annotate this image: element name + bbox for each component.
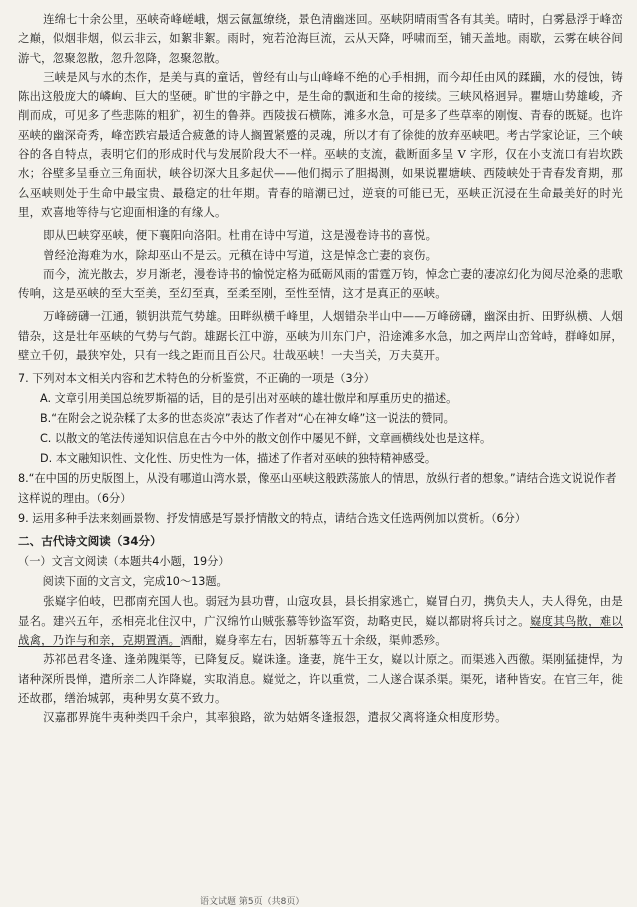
passage-paragraph-6: 万峰磅礴一江通，锁钥洪荒气势雄。田畔纵横千峰里，人烟错杂半山中——万峰磅礴，幽深由折、田野纵横、人烟错杂，这是壮年巫峡的气势与气韵。雄踞长江中游，巫峡为川东门户，沿途滩多水急，加之两岸山峦耸峙，群峰如屏，壁立千仞，最狭窄处，只有一线之距而且百公尺。壮哉巫峡！一夫当关，万夫莫开。 xyxy=(18,309,623,363)
question-7-option-a: A. 文章引用美国总统罗斯福的话，目的是引出对巫峡的雄壮傲岸和厚重历史的描述。 xyxy=(40,392,458,406)
passage-paragraph-1: 连绵七十余公里，巫峡奇峰嵯峨，烟云氤氲缭绕，景色清幽迷回。巫峡阴晴雨雪各有其美。晴时，白雾悬浮于峰峦之巅，似烟非烟，似云非云，如絮非絮。雨时，宛若沧海巨流，云从天降，呼啸而至，铺天盖地。雨歇，云雾在峡谷间游弋，忽聚忽散，忽升忽降，忽聚忽散。 xyxy=(18,12,623,65)
classical-paragraph-2: 苏祁邑君冬逢、逢弟隗渠等，已降复反。嶷诛逢。逢妻，旄牛王女，嶷以计原之。而渠逃入西徼。渠刚猛捷悍，为诸种深所畏惮，遣所亲二人诈降嶷，实取消息。嶷觉之，许以重赏，二人遂合谋杀渠。渠死，诸种皆安。在官三年，徙还故郡，缮治城郭，夷种男女莫不致力。 xyxy=(18,652,623,705)
question-7-stem: 7. 下列对本文相关内容和艺术特色的分析鉴赏，不正确的一项是（3分） xyxy=(18,372,375,386)
page-footer: 语文试题 第5页（共8页） xyxy=(200,897,305,907)
classical-paragraph-3: 汉嘉郡界旄牛夷种类四千余户，其率狼路，欲为姑婿冬逢报怨，遣叔父离将逢众相度形势。 xyxy=(43,710,507,725)
section-title: 二、古代诗文阅读（34分） xyxy=(18,534,162,549)
classical-paragraph-1 xyxy=(18,592,623,650)
question-8-stem: 8.“在中国的历史版图上，从没有哪道山湾水景，像巫山巫峡这般跌荡旅人的情思，放纵行者的想象。”请结合选文说说作者这样说的理由。（6分） xyxy=(18,472,617,506)
question-7-option-b: B.“在附会之说杂糅了太多的世态炎凉”表达了作者对“心在神女峰”这一说法的赞同。 xyxy=(40,412,455,426)
question-9-stem: 9. 运用多种手法来刻画景物、抒发情感是写景抒情散文的特点，请结合选文任选两例加以赏析。（6分） xyxy=(18,512,527,526)
classical-text xyxy=(18,592,623,727)
classical-paragraph-1-text: 张嶷字伯岐，巴郡南充国人也。弱冠为县功曹，山寇攻县，县长捐家逃亡，嶷冒白刃，携负夫人，夫人得免，由是显名。建兴五年，丞相亮北住汉中，广汉绵竹山贼张慕等钞盗军资，劫略吏民，嶷以都尉将兵讨之。嶷度其鸟散，难以战禽，乃诈与和亲，克期置酒。酒酣，嶷身率左右，因斩慕等五十余级，渠帅悉殄。 xyxy=(18,594,623,647)
subsection-title: （一）文言文阅读（本题共4小题，19分） xyxy=(18,555,230,569)
passage-paragraph-4: 曾经沧海难为水，除却巫山不是云。元稹在诗中写道，这是悼念亡妻的哀伤。 xyxy=(43,247,438,262)
passage-paragraph-2: 三峡是风与水的杰作，是美与真的童话，曾经有山与山峰峰不绝的心手相拥，而今却任由风的蹂躏，水的侵蚀，铸陈出这般庞大的嶙峋、巨大的坚硬。旷世的宇静之中，是生命的飘逝和生命的接续。三峡风格迥异。瞿塘山势雄峻，齐削而成，可见多了些悲陈的粗犷，初生的鲁莽。西陵拔石横陈，滩多水急，可是多了些草率的刚愎、青春的既疑。也许巫峡的幽深奇秀，峰峦跌宕最适合疲惫的诗人搁置紧蹙的灵魂，所以才有了徐徙的放弃巫峡吧。考古学家论证，三个峡谷的各自特点，表明它们的形成时代与发展阶段大不一样。巫峡的支流，截断面多呈 V 字形，仅在小支流口有岩坎跌水；谷壁多呈垂立三角面状，峡谷切深大且多起伏——他们揭示了胆揭测，如果说瞿塘峡、西陵峡处于青春发育期，那么巫峡则处于生命中最宝贵、最稳定的壮年期。青春的暗潮已过，逆衰的可能已无，巫峡正沉浸在生命最美好的时光里，欢喜地等待与它迎面相逢的有缘人。 xyxy=(18,69,623,219)
passage-paragraph-5: 而今，流光散去，岁月渐老，漫卷诗书的愉悦定格为砥砺风雨的雷霆万钧，悼念亡妻的凄凉幻化为阅尽沧桑的悲歌传响，这是巫峡的至大至美，至幻至真，至柔至刚，至性至情，这才是真正的巫峡。 xyxy=(18,266,623,301)
question-7-option-c: C. 以散文的笔法传递知识信息在古今中外的散文创作中屡见不鲜，文章画横线处也是这样。 xyxy=(40,432,492,446)
passage xyxy=(18,10,623,365)
questions xyxy=(18,369,623,529)
underlined-sentence: 嶷度其鸟散，难以战禽，乃诈与和亲，克期置酒。 xyxy=(18,613,623,647)
passage-paragraph-3: 即从巴峡穿巫峡，便下襄阳向洛阳。杜甫在诗中写道，这是漫卷诗书的喜悦。 xyxy=(43,228,438,243)
question-7-option-d: D. 本文融知识性、文化性、历史性为一体，描述了作者对巫峡的独特精神感受。 xyxy=(40,452,437,466)
reading-instruction: 阅读下面的文言文，完成10～13题。 xyxy=(42,575,228,589)
